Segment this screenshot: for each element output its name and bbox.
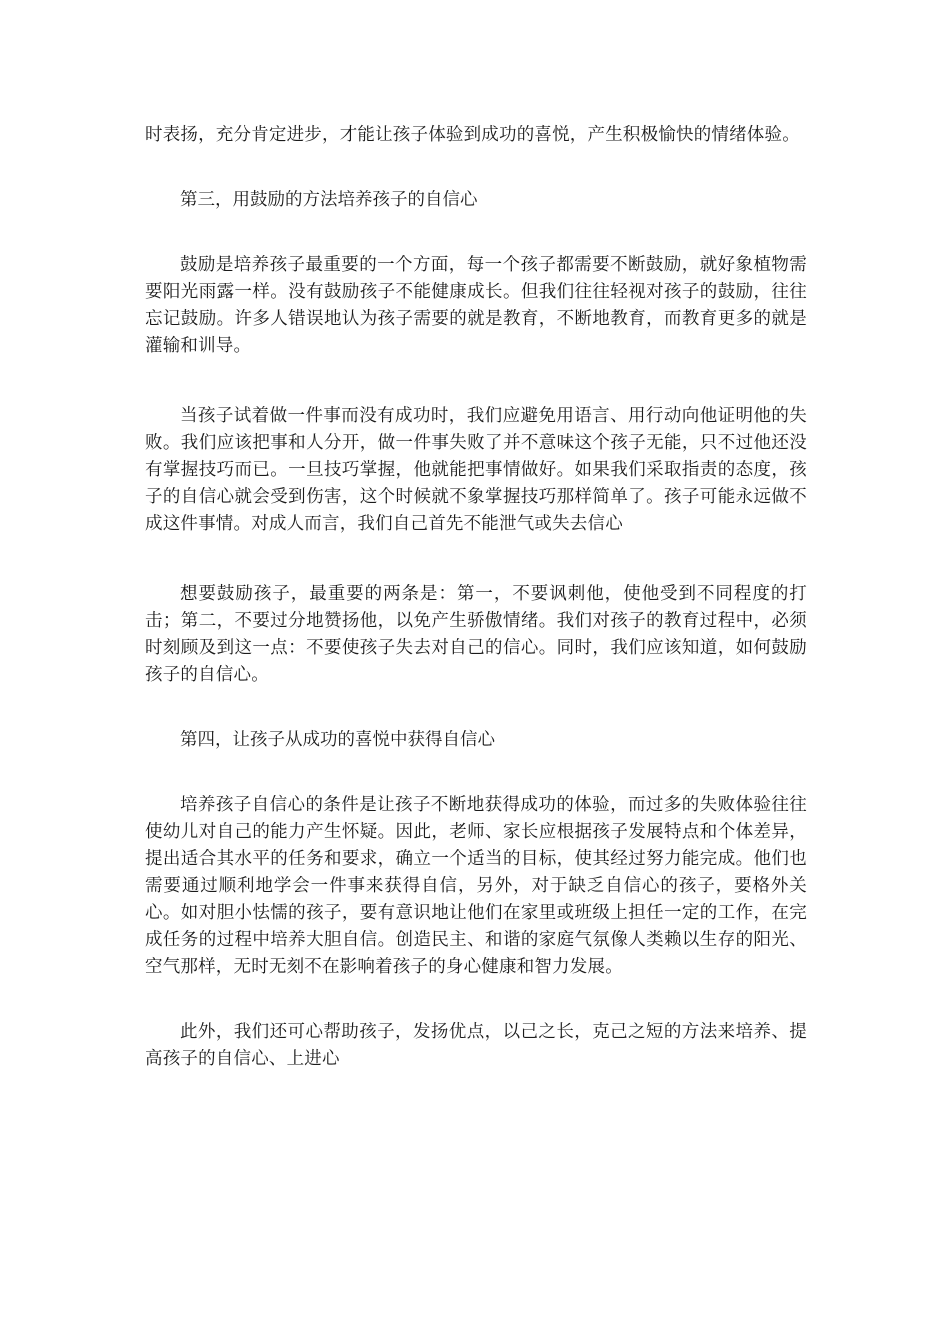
- section-heading-third: 第三，用鼓励的方法培养孩子的自信心: [180, 190, 478, 210]
- paragraph-success-experience: 培养孩子自信心的条件是让孩子不断地获得成功的体验，而过多的失败体验往往使幼儿对自己的能力产生怀疑。因此，老师、家长应根据孩子发展特点和个体差异，提出适合其水平的任务和要求，确立一个适当的目标，使其经过努力能完成。他们也需要通过顺利地学会一件事来获得自信，另外，对于缺乏自信心的孩子，要格外关心。如对胆小怯懦的孩子，要有意识地让他们在家里或班级上担任一定的工作，在完成任务的过程中培养大胆自信。创造民主、和谐的家庭气氛像人类赖以生存的阳光、空气那样，无时无刻不在影响着孩子的身心健康和智力发展。: [145, 795, 807, 977]
- paragraph-failure: 当孩子试着做一件事而没有成功时，我们应避免用语言、用行动向他证明他的失败。我们应该把事和人分开，做一件事失败了并不意味这个孩子无能，只不过他还没有掌握技巧而已。一旦技巧掌握，他就能把事情做好。如果我们采取指责的态度，孩子的自信心就会受到伤害，这个时候就不象掌握技巧那样简单了。孩子可能永远做不成这件事情。对成人而言，我们自己首先不能泄气或失去信心: [145, 406, 807, 534]
- paragraph-two-rules: 想要鼓励孩子，最重要的两条是：第一，不要讽刺他，使他受到不同程度的打击；第二，不要过分地赞扬他，以免产生骄傲情绪。我们对孩子的教育过程中，必须时刻顾及到这一点：不要使孩子失去对自己的信心。同时，我们应该知道，如何鼓励孩子的自信心。: [145, 584, 807, 685]
- section-heading-fourth: 第四，让孩子从成功的喜悦中获得自信心: [180, 730, 495, 750]
- paragraph-encouragement: 鼓励是培养孩子最重要的一个方面，每一个孩子都需要不断鼓励，就好象植物需要阳光雨露一样。没有鼓励孩子不能健康成长。但我们往往轻视对孩子的鼓励，往往忘记鼓励。许多人错误地认为孩子需要的就是教育，不断地教育，而教育更多的就是灌输和训导。: [145, 255, 807, 356]
- document-page: [145, 122, 807, 1073]
- paragraph-conclusion: 此外，我们还可心帮助孩子，发扬优点，以己之长，克己之短的方法来培养、提高孩子的自信心、上进心: [145, 1022, 807, 1069]
- paragraph-continuation: 时表扬，充分肯定进步，才能让孩子体验到成功的喜悦，产生积极愉快的情绪体验。: [145, 125, 800, 145]
